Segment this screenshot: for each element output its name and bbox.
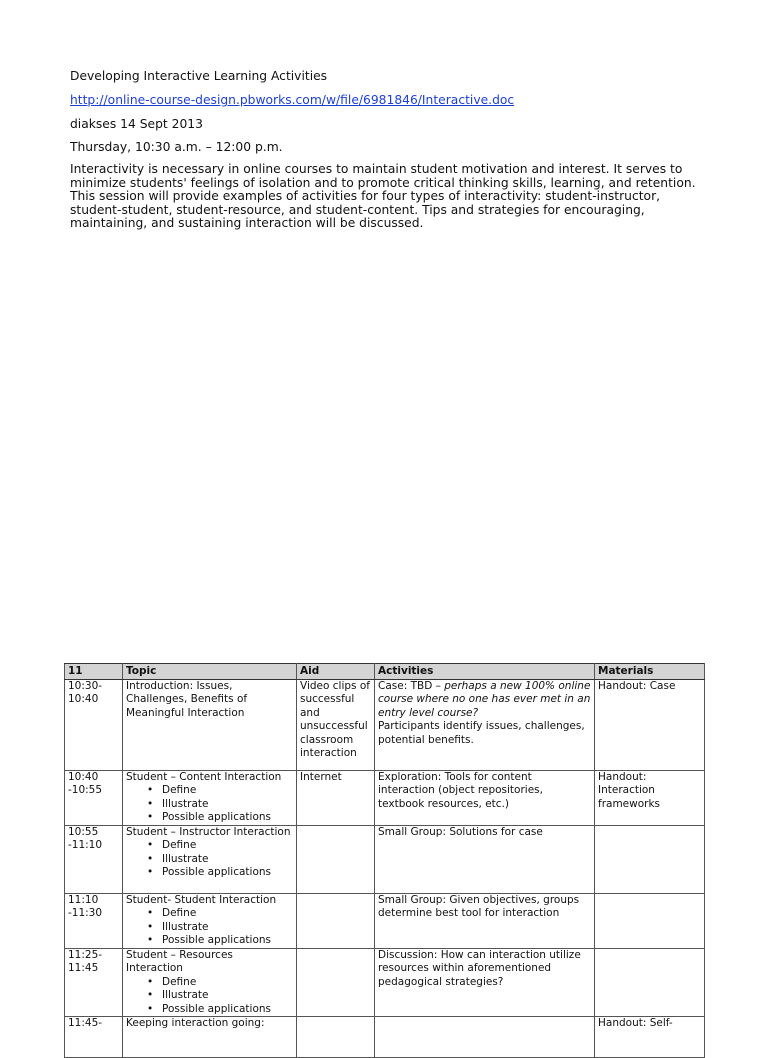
- bullet-item: • Possible applications: [162, 1003, 293, 1017]
- activity-cell: [375, 1017, 595, 1058]
- table-row: [65, 825, 705, 893]
- activity-cell: [375, 679, 595, 770]
- materials-cell: Handout: Interaction frameworks: [595, 770, 705, 825]
- bullet-item: • Illustrate: [162, 798, 293, 812]
- topic-cell: [123, 825, 297, 893]
- topic-cell: Introduction: Issues, Challenges, Benefits of Meaningful Interaction: [123, 679, 297, 770]
- topic-cell: Keeping interaction going:: [123, 1017, 297, 1058]
- header-cell-activities: Activities: [375, 664, 595, 680]
- materials-cell: [595, 825, 705, 893]
- activity-italic-text: perhaps a new 100% online course where no one has ever met in an entry level course?: [378, 679, 591, 719]
- aid-cell: Internet: [297, 770, 375, 825]
- time-cell: 10:40 -10:55: [65, 770, 123, 825]
- bullet-item: • Define: [162, 907, 293, 921]
- time-cell: 10:30-10:40: [65, 679, 123, 770]
- activity-cell: Small Group: Given objectives, groups determine best tool for interaction: [375, 893, 595, 948]
- time-cell: 11:45-: [65, 1017, 123, 1058]
- aid-cell: Video clips of successful and unsuccessful classroom interaction: [297, 679, 375, 770]
- activity-extra-text: Participants identify issues, challenges, potential benefits.: [378, 720, 585, 746]
- aid-cell: [297, 948, 375, 1017]
- time-cell: 10:55 -11:10: [65, 825, 123, 893]
- topic-title: Student – Content Interaction: [126, 770, 282, 783]
- topic-cell: [123, 948, 297, 1017]
- bullet-item: • Possible applications: [162, 866, 293, 880]
- session-time: Thursday, 10:30 a.m. – 12:00 p.m.: [70, 140, 283, 154]
- table-header-row: [65, 664, 705, 680]
- topic-title: Student- Student Interaction: [126, 893, 277, 906]
- activity-cell: Discussion: How can interaction utilize resources within aforementioned pedagogical strategies?: [375, 948, 595, 1017]
- document-title: Developing Interactive Learning Activities: [70, 69, 328, 83]
- table-row: [65, 679, 705, 770]
- bullet-item: • Illustrate: [162, 853, 293, 867]
- header-cell-materials: Materials: [595, 664, 705, 680]
- bullet-item: • Illustrate: [162, 921, 293, 935]
- schedule-table: [64, 663, 705, 1058]
- materials-cell: Handout: Case: [595, 679, 705, 770]
- activity-text: Case: TBD –: [378, 679, 445, 692]
- source-link[interactable]: http://online-course-design.pbworks.com/w/file/6981846/Interactive.doc: [70, 93, 515, 107]
- activity-cell: Exploration: Tools for content interaction (object repositories, textbook resources, etc.): [375, 770, 595, 825]
- bullet-item: • Possible applications: [162, 934, 293, 948]
- header-cell-time: 11: [65, 664, 123, 680]
- bullet-item: • Possible applications: [162, 811, 293, 825]
- activity-cell: Small Group: Solutions for case: [375, 825, 595, 893]
- materials-cell: [595, 893, 705, 948]
- topic-cell: [123, 770, 297, 825]
- bullet-item: • Define: [162, 784, 293, 798]
- header-cell-aid: Aid: [297, 664, 375, 680]
- materials-cell: [595, 948, 705, 1017]
- bullet-item: • Define: [162, 839, 293, 853]
- aid-cell: [297, 1017, 375, 1058]
- table-row: [65, 1017, 705, 1058]
- session-abstract: Interactivity is necessary in online courses to maintain student motivation and interest. It serves to minimize students' feelings of isolation and to promote critical thinking skills, learning, and retention. This session will provide examples of activities for four types of interactivity: student-instructor, student-student, student-resource, and student-content. Tips and strategies for encouraging, maintaining, and sustaining interaction will be discussed.: [70, 162, 696, 231]
- bullet-item: • Illustrate: [162, 989, 293, 1003]
- table-row: [65, 893, 705, 948]
- bullet-item: • Define: [162, 976, 293, 990]
- topic-bullet-list: [126, 839, 293, 880]
- table-row: [65, 948, 705, 1017]
- topic-title: Student – Instructor Interaction: [126, 825, 291, 838]
- aid-cell: [297, 825, 375, 893]
- access-date: diakses 14 Sept 2013: [70, 117, 203, 131]
- materials-cell: Handout: Self-: [595, 1017, 705, 1058]
- topic-title: Student – Resources Interaction: [126, 948, 233, 974]
- table-row: [65, 770, 705, 825]
- time-cell: 11:25-11:45: [65, 948, 123, 1017]
- aid-cell: [297, 893, 375, 948]
- topic-cell: [123, 893, 297, 948]
- topic-bullet-list: [126, 907, 293, 948]
- topic-bullet-list: [126, 784, 293, 825]
- topic-bullet-list: [126, 976, 293, 1017]
- header-cell-topic: Topic: [123, 664, 297, 680]
- time-cell: 11:10 -11:30: [65, 893, 123, 948]
